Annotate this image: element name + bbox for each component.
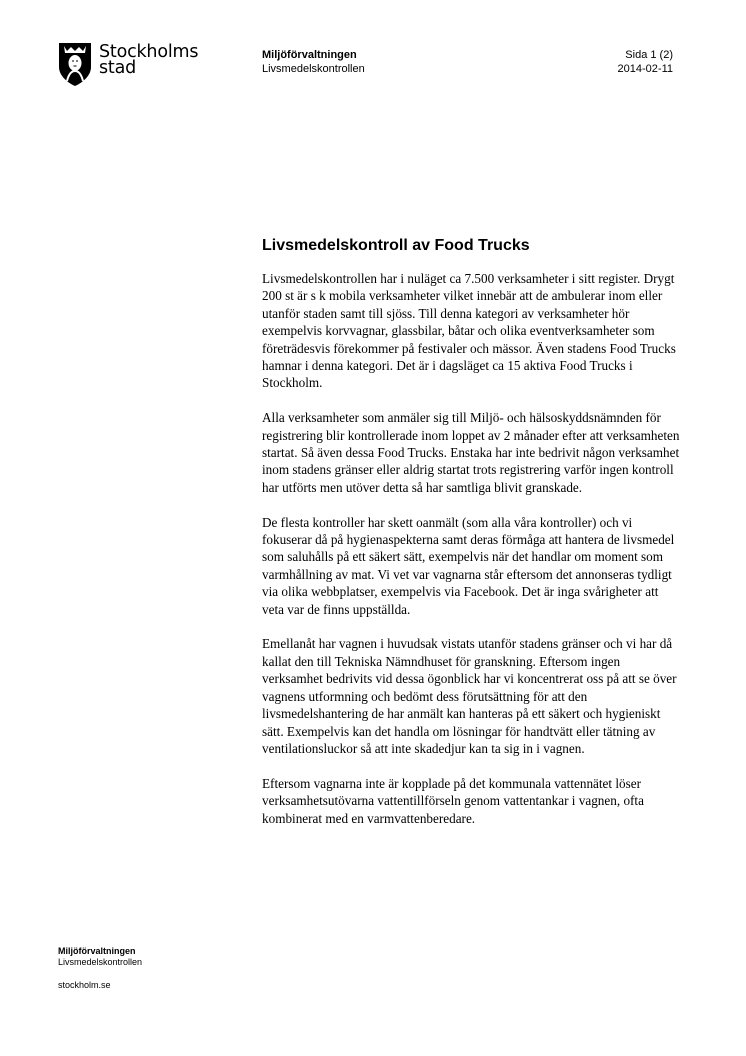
footer-website: stockholm.se	[58, 980, 111, 990]
paragraph: Livsmedelskontrollen har i nuläget ca 7.500 verksamheter i sitt register. Drygt 200 st är s k mobila verksamheter vilket innebär att de ambulerar inom eller utanför staden samt till sjöss. Till denna kategori av verksamheter hör exempelvis korvvagnar, glassbilar, båtar och olika eventverksamheter som företrädesvis förekommer på festivaler och mässor. Även stadens Food Trucks hamnar i denna kategori. Det är i dagsläget ca 15 aktiva Food Trucks i Stockholm.	[262, 271, 676, 391]
page-number: Sida 1 (2)	[625, 49, 673, 61]
footer-org-name: Miljöförvaltningen	[58, 946, 136, 956]
header-org-unit: Livsmedelskontrollen	[262, 63, 365, 75]
logo-line-2: stad	[99, 58, 137, 78]
header-org-name: Miljöförvaltningen	[262, 49, 357, 61]
logo-wordmark	[99, 44, 198, 76]
paragraph: De flesta kontroller har skett oanmält (som alla våra kontroller) och vi fokuserar då på hygienaspekterna samt deras förmåga att hantera de livsmedel som saluhålls på ett säkert sätt, exempelvis när det handlar om moment som varmhållning av mat. Vi vet var vagnarna står eftersom det annonseras tydligt via olika webbplatser, exempelvis via Facebook. Det är inga svårigheter att veta var de finns uppställda.	[262, 514, 675, 617]
footer-org-unit: Livsmedelskontrollen	[58, 957, 143, 967]
document-title: Livsmedelskontroll av Food Trucks	[262, 237, 530, 254]
header-organization	[262, 48, 365, 76]
city-crest-icon	[58, 41, 92, 87]
paragraph: Eftersom vagnarna inte är kopplade på det kommunala vattennätet löser verksamhetsutövarna vattentillförseln genom vattentankar i vagnen, ofta kombinerat med en varmvattenberedare.	[262, 775, 644, 826]
logo-line-1: Stockholms	[99, 42, 199, 62]
paragraph: Alla verksamheter som anmäler sig till Miljö- och hälsoskyddsnämnden för registrering blir kontrollerade inom loppet av 2 månader efter att verksamheten startat. Så även dessa Food Trucks. Enstaka har inte bedrivit någon verksamhet inom stadens gränser eller aldrig startat trots registrering varför ingen kontroll har utförts men utöver detta så har samtliga blivit granskade.	[262, 410, 680, 495]
stockholms-stad-logo	[58, 41, 198, 87]
document-date: 2014-02-11	[617, 63, 673, 75]
header-meta	[618, 48, 673, 76]
paragraph: Emellanåt har vagnen i huvudsak vistats utanför stadens gränser och vi har då kallat den till Tekniska Nämndhuset för granskning. Eftersom ingen verksamhet bedrivits vid dessa ögonblick har vi koncentrerat oss på att se över vagnens utformning och bedömt dess förutsättning för att den livsmedelshantering de har anmält kan hanteras på ett säkert och hygieniskt sätt. Exempelvis kan det handla om lösningar för handtvätt eller tätning av ventilationsluckor så att inte skadedjur kan ta sig in i vagnen.	[262, 636, 677, 756]
document-body	[262, 270, 682, 844]
